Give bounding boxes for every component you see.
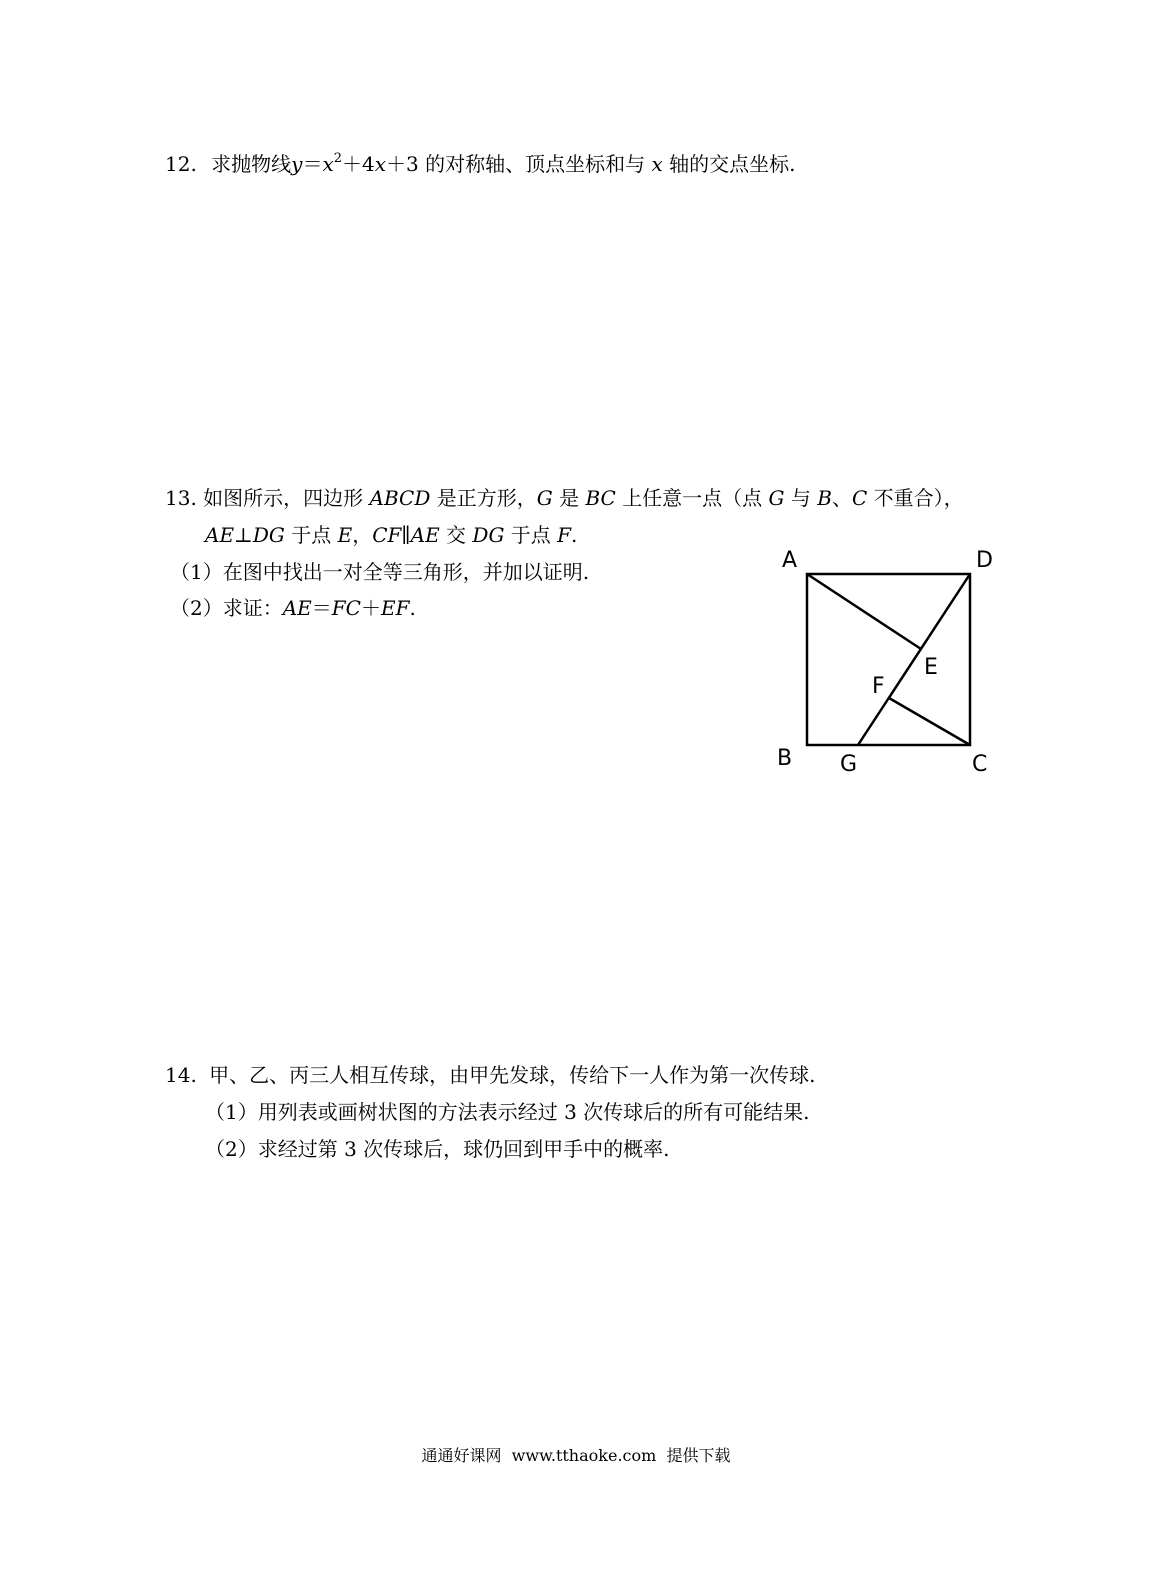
segment-dg: [858, 574, 970, 745]
label-a: A: [782, 548, 798, 573]
question-number: 12.: [165, 152, 197, 176]
label-c: C: [972, 752, 988, 777]
label-d: D: [976, 548, 993, 573]
question-13-line-1: 13. 如图所示，四边形 ABCD 是正方形，G 是 BC 上任意一点（点 G 与 B、C 不重合），: [165, 486, 964, 510]
question-13-part-2: （2）求证：AE＝FC＋EF.: [170, 596, 416, 620]
question-number: 13.: [165, 486, 197, 510]
question-14-line-1: 14. 甲、乙、丙三人相互传球，由甲先发球，传给下一人作为第一次传球.: [165, 1063, 816, 1087]
question-13-part-1: （1）在图中找出一对全等三角形，并加以证明.: [170, 560, 590, 584]
page-footer: 通通好课网 www.tthaoke.com 提供下载: [421, 1446, 731, 1465]
question-12: 12. 求抛物线$y=x^2+4x+3$ 的对称轴、顶点坐标和与 x 轴的交点坐标.: [165, 151, 796, 176]
label-e: E: [924, 655, 938, 680]
question-14-part-1: （1）用列表或画树状图的方法表示经过 3 次传球后的所有可能结果.: [205, 1100, 810, 1124]
question-number: 14.: [165, 1063, 197, 1087]
question-13-line-2: AE⊥DG 于点 E，CF∥AE 交 DG 于点 F.: [205, 523, 578, 547]
label-f: F: [872, 674, 885, 699]
segment-ae: [807, 574, 921, 649]
question-14-part-2: （2）求经过第 3 次传球后，球仍回到甲手中的概率.: [205, 1137, 670, 1161]
label-b: B: [777, 746, 793, 771]
label-g: G: [840, 752, 858, 777]
square-abcd: [807, 574, 970, 745]
square-figure: [770, 540, 1020, 780]
segment-cf: [889, 698, 970, 745]
